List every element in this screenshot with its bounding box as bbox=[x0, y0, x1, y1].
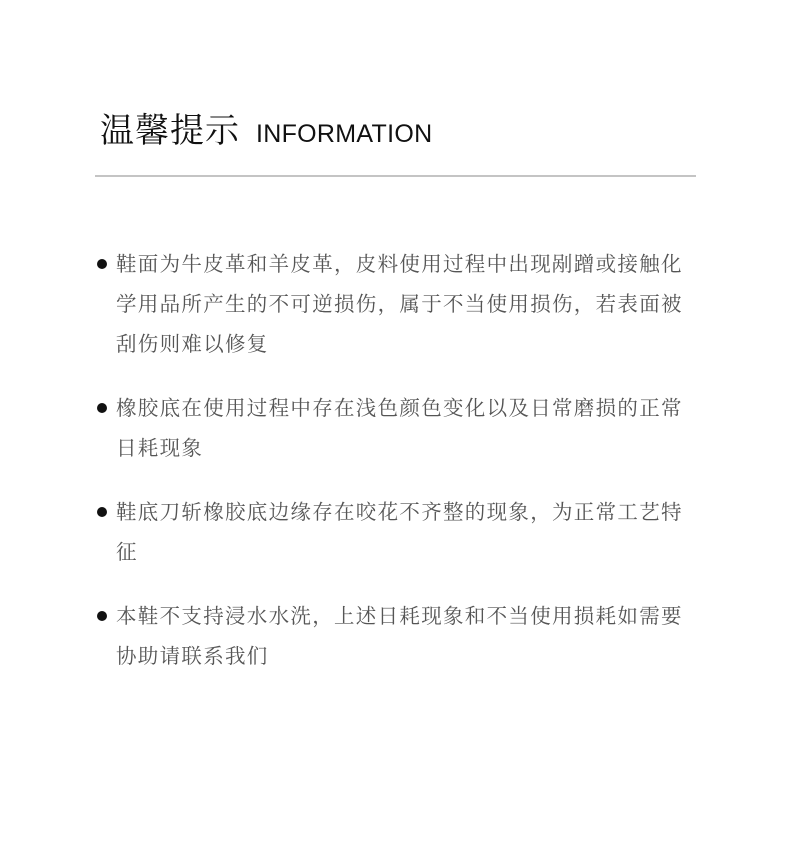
notice-text: 鞋底刀斩橡胶底边缘存在咬花不齐整的现象，为正常工艺特征 bbox=[116, 500, 683, 564]
page-subtitle: INFORMATION bbox=[256, 120, 433, 148]
list-item bbox=[96, 596, 696, 676]
bullet-dot-icon bbox=[97, 403, 107, 413]
page-title: 温馨提示 bbox=[100, 111, 240, 151]
list-item bbox=[96, 388, 696, 468]
header-divider bbox=[95, 175, 696, 177]
notice-text: 本鞋不支持浸水水洗，上述日耗现象和不当使用损耗如需要协助请联系我们 bbox=[116, 604, 683, 668]
bullet-dot-icon bbox=[97, 611, 107, 621]
list-item bbox=[96, 244, 696, 364]
notice-text: 鞋面为牛皮革和羊皮革，皮料使用过程中出现剐蹭或接触化学用品所产生的不可逆损伤，属于不当使用损伤，若表面被刮伤则难以修复 bbox=[116, 252, 683, 356]
notice-text: 橡胶底在使用过程中存在浅色颜色变化以及日常磨损的正常日耗现象 bbox=[116, 396, 683, 460]
notice-list bbox=[96, 244, 696, 700]
bullet-dot-icon bbox=[97, 507, 107, 517]
info-header bbox=[100, 103, 432, 152]
bullet-dot-icon bbox=[97, 259, 107, 269]
list-item bbox=[96, 492, 696, 572]
